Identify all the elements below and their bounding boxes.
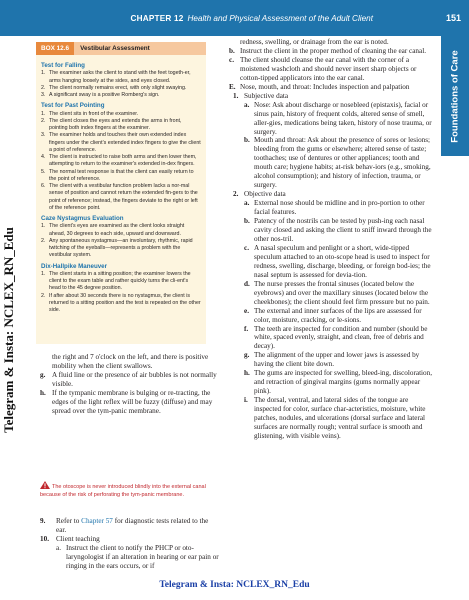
list-item	[229, 217, 435, 244]
box-item-number: 1.	[41, 270, 46, 277]
item-text: Mouth and throat: Ask about the presence of sores or lesions; bleeding from the gums or elsewhere; altered sense of taste; toothaches; use of dentures or other appliances; tooth and mouth care; hygiene habits; at-risk behav-iors (e.g., smoking, alcohol consumption); and history of infection, trauma, or surgery.	[254, 136, 431, 190]
item-10a-text: Instruct the client to notify the PHCP or oto-laryngologist if an alteration in hearing or ear pain or ringing in the ears occurs, or if	[66, 543, 219, 570]
item-label: c.	[229, 55, 234, 64]
right-column	[229, 38, 435, 441]
item-9	[40, 517, 220, 535]
list-item	[229, 56, 435, 83]
item-9-pre: Refer to	[56, 517, 82, 525]
box-list-item	[41, 223, 201, 238]
caution-text: The otoscope is never introduced blindly into the external canal because of the risk of perforating the tym-panic membrane.	[40, 484, 206, 498]
box-item-number: 3.	[41, 132, 46, 139]
box-list-item	[41, 183, 201, 212]
item-label: c.	[244, 243, 249, 252]
left-column	[40, 353, 220, 416]
ear-teaching-items	[229, 47, 435, 83]
chapter-heading	[131, 14, 374, 23]
item-label: h.	[244, 369, 250, 378]
item-label: a.	[244, 100, 250, 109]
box-section-list	[41, 271, 201, 315]
list-item	[229, 47, 435, 56]
item-label: f.	[244, 324, 249, 333]
item-label: d.	[244, 279, 250, 288]
section-E-label: E.	[229, 82, 236, 91]
item-10a-label: a.	[56, 543, 61, 552]
item-text: The gums are inspected for swelling, bleed-ing, discoloration, and retraction of gingival margins (gums normally appear pink).	[254, 369, 433, 396]
chapter-57-link[interactable]: Chapter 57	[81, 517, 113, 525]
list-item	[229, 307, 435, 325]
box-header	[36, 42, 206, 55]
item-text: Instruct the client in the proper method of cleaning the ear canal.	[240, 46, 427, 55]
list-item	[229, 396, 435, 441]
section-E	[229, 83, 435, 92]
item-a-continuation	[229, 38, 435, 47]
box-list-item	[41, 70, 201, 85]
box-item-number: 4.	[41, 154, 46, 160]
box-item-text: The normal test response is that the client can easily return to the point of reference.	[49, 168, 194, 182]
left-watermark-wrap	[0, 120, 24, 540]
box-section-heading: Caze Nystagmus Evaluation	[41, 215, 124, 222]
box-list-item	[41, 118, 201, 133]
item-label: g.	[40, 370, 46, 379]
subjective-data-heading	[229, 92, 435, 101]
box-list-item	[41, 111, 201, 118]
chapter-title: Health and Physical Assessment of the Adult Client	[187, 14, 373, 23]
box-list-item	[41, 271, 201, 293]
list-item	[229, 351, 435, 369]
item-label: e.	[244, 306, 249, 315]
left-column-bottom	[40, 517, 220, 571]
subjective-label: 1.	[233, 91, 239, 100]
box-section-heading: Test for Falling	[41, 62, 85, 69]
box-list-item	[41, 85, 201, 92]
item-10-label: 10.	[40, 534, 49, 543]
box-item-number: 2.	[41, 237, 46, 244]
box-item-text: The client closes the eyes and extends the arms in front, pointing both index fingers at the examiner.	[49, 117, 182, 131]
vestibular-assessment-box	[36, 42, 206, 344]
box-item-number: 1.	[41, 110, 46, 117]
box-list-item	[41, 92, 201, 99]
caution-note	[40, 481, 218, 499]
box-item-text: The client's eyes are examined as the client looks straight ahead, 30 degrees to each side, upward and downward.	[49, 223, 185, 237]
item-text: The client should cleanse the ear canal with the corner of a moistened washcloth and should never insert sharp objects or cotton-tipped applicators into the ear canal.	[240, 55, 417, 82]
list-item	[229, 244, 435, 280]
item-label: b.	[244, 136, 250, 145]
box-item-text: Any spontaneous nystagmus—an involuntary, rhythmic, rapid twitching of the eyeballs—represents a problem with the vestibular system.	[49, 237, 193, 259]
item-label: a.	[244, 199, 250, 208]
box-title: Vestibular Assessment	[80, 45, 150, 52]
list-item	[229, 101, 435, 137]
item-text: A fluid line or the presence of air bubbles is not normally visible.	[52, 370, 217, 388]
page-number: 151	[445, 13, 461, 23]
box-item-text: The client is instructed to raise both arms and then lower them, attempting to return to the examiner's extended in-dex fingers.	[49, 154, 197, 168]
box-list-item	[41, 132, 201, 154]
item-f-continuation	[40, 353, 220, 371]
item-text: External nose should be midline and in pro-portion to other facial features.	[254, 199, 425, 217]
left-item-list	[40, 371, 220, 416]
box-item-text: The client with a vestibular function problem lacks a nor-mal sense of position and cannot return the extended fin-gers to the point of reference; instead, the fingers deviate to the right or left of the reference point.	[49, 183, 198, 211]
box-item-text: The client starts in a sitting position; the examiner lowers the client to the exam table and rather quickly turns the cli-ent's head to the 45 degree position.	[49, 270, 191, 292]
box-item-number: 2.	[41, 117, 46, 124]
list-item	[229, 369, 435, 396]
list-item	[229, 325, 435, 352]
item-text: If the tympanic membrane is bulging or re-tracting, the edges of the light reflex will be fuzzy (diffuse) and may spread over the tym-panic membrane.	[52, 388, 213, 415]
item-10a	[40, 544, 220, 571]
box-item-number: 1.	[41, 70, 46, 77]
box-item-text: A significant sway is a positive Romberg's sign.	[49, 92, 160, 98]
item-a-continuation-text: redness, swelling, or drainage from the ear is noted.	[240, 38, 389, 46]
box-item-text: The client normally remains erect, with only slight swaying.	[49, 84, 187, 91]
box-item-text: The examiner holds and touches their own extended index fingers under the client's extended index fingers to give the client a point of reference.	[49, 132, 201, 153]
item-label: g.	[244, 351, 250, 360]
item-label: b.	[244, 217, 250, 226]
box-item-number: 2.	[41, 292, 46, 299]
box-tag: BOX 12.6	[36, 42, 74, 55]
box-section-list	[41, 70, 201, 99]
item-label: h.	[40, 388, 46, 397]
list-item	[229, 136, 435, 190]
item-text: A nasal speculum and penlight or a short, wide-tipped speculum attached to an oto-scope head is used to inspect for redness, swelling, discharge, bleeding, or foreign bod-ies; the nasal septum is assessed for devia-tion.	[254, 243, 431, 279]
list-item	[229, 199, 435, 217]
left-watermark: Telegram & Insta: NCLEX_RN_Edu	[1, 227, 17, 433]
item-9-label: 9.	[40, 517, 46, 525]
objective-items	[229, 199, 435, 441]
chapter-number: CHAPTER 12	[130, 14, 184, 23]
item-9-post: for diagnostic tests related to the ear.	[56, 517, 209, 534]
box-list-item	[41, 293, 201, 315]
list-item	[40, 389, 220, 416]
item-text: The dorsal, ventral, and lateral sides of the tongue are inspected for color, surface char-acteristics, moisture, white patches, nodules, and ulcerations (dorsal surface and lateral surfaces are normally rough; ventral surface is smooth and glistening, with visible veins).	[254, 396, 426, 440]
box-item-text: The examiner asks the client to stand with the feet togeth-er, arms hanging loosely at the sides, and eyes closed.	[49, 70, 191, 84]
objective-label: 2.	[233, 190, 239, 199]
box-list-item	[41, 169, 201, 184]
box-item-text: If after about 30 seconds there is no nystagmus, the client is returned to a sitting position and the test is repeated on the other side.	[49, 292, 201, 313]
subjective-items	[229, 101, 435, 191]
footer-watermark: Telegram & Insta: NCLEX_RN_Edu	[159, 580, 310, 590]
box-item-number: 1.	[41, 223, 46, 230]
box-item-number: 3.	[41, 92, 46, 98]
box-item-number: 6.	[41, 183, 46, 189]
section-E-text: Nose, mouth, and throat: Includes inspection and palpation	[240, 82, 410, 91]
box-item-number: 5.	[41, 168, 46, 175]
box-section-list	[41, 111, 201, 213]
item-text: The nurse presses the frontal sinuses (located below the eyebrows) and over the maxillary sinuses (located below the cheekbones); the client should feel firm pressure but no pain.	[254, 279, 430, 306]
item-text: The teeth are inspected for condition and number (should be white, spaced evenly, straight, and clean, free of debris and decay).	[254, 324, 428, 351]
item-label: b.	[229, 46, 235, 55]
box-section-heading: Dix-Hallpike Maneuver	[41, 262, 108, 270]
item-text: Nose: Ask about discharge or nosebleed (epistaxis), facial or sinus pain, history of frequent colds, altered sense of smell, aller-gies, medications being taken, history of nose trauma, or surgery.	[254, 100, 432, 136]
box-item-number: 2.	[41, 84, 46, 91]
box-item-text: The client sits in front of the examiner.	[49, 110, 139, 117]
box-body	[36, 55, 206, 314]
item-10-text: Client teaching	[56, 534, 100, 543]
box-section-list	[41, 223, 201, 259]
item-f-text: the right and 7 o'clock on the left, and there is positive mobility when the client swallows.	[52, 353, 209, 370]
item-text: The alignment of the upper and lower jaws is assessed by having the client bite down.	[254, 351, 420, 369]
objective-text: Objective data	[244, 190, 286, 199]
list-item	[40, 371, 220, 389]
item-text: Patency of the nostrils can be tested by push-ing each nasal cavity closed and asking the client to sniff inward through the other nos-tril.	[254, 217, 432, 243]
box-list-item	[41, 154, 201, 169]
item-10	[40, 535, 220, 544]
side-tab-label-wrap	[441, 36, 469, 156]
warning-icon	[40, 481, 50, 489]
subjective-text: Subjective data	[244, 91, 289, 100]
objective-data-heading	[229, 190, 435, 199]
item-label: i.	[244, 396, 248, 405]
item-text: The external and inner surfaces of the lips are assessed for color, moisture, cracking, or le-sions.	[254, 306, 422, 324]
list-item	[229, 280, 435, 307]
box-section-heading: Test for Past Pointing	[41, 102, 105, 110]
box-list-item	[41, 238, 201, 260]
side-tab-label: Foundations of Care	[449, 49, 461, 143]
